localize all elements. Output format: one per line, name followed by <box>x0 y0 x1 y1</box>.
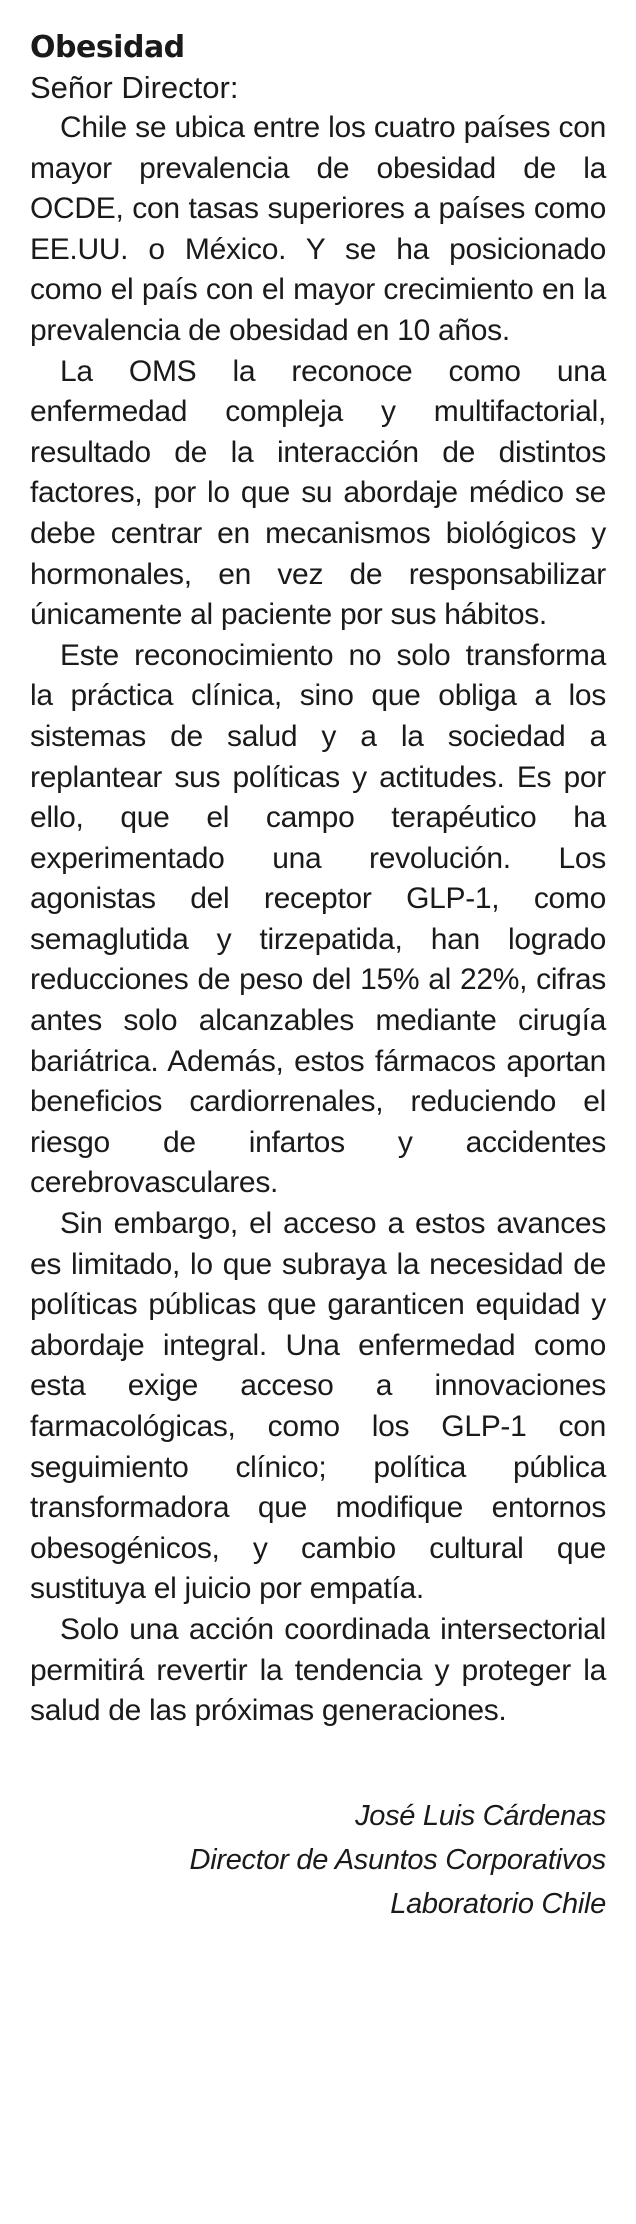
signature-block <box>30 1794 606 1926</box>
body-paragraph: Sin embargo, el acceso a estos avances es limitado, lo que subraya la necesidad de políticas públicas que garanticen equidad y abordaje integral. Una enfermedad como esta exige acceso a innovaciones farmacológicas, como los GLP-1 con seguimiento clínico; política pública transformadora que modifique entornos obesogénicos, y cambio cultural que sustituya el juicio por empatía. <box>30 1207 606 1606</box>
body-paragraph: La OMS la reconoce como una enfermedad compleja y multifactorial, resultado de la interacción de distintos factores, por lo que su abordaje médico se debe centrar en mecanismos biológicos y hormonales, en vez de responsabilizar únicamente al paciente por sus hábitos. <box>30 354 606 632</box>
body-paragraph: Solo una acción coordinada intersectorial permitirá revertir la tendencia y proteger la salud de las próximas generaciones. <box>30 1612 606 1728</box>
letter-title: Obesidad <box>30 30 185 65</box>
body-paragraph: Chile se ubica entre los cuatro países con mayor prevalencia de obesidad de la OCDE, con tasas superiores a países como EE.UU. o México. Y se ha posicionado como el país con el mayor crecimiento en la prevalencia de obesidad en 10 años. <box>30 111 606 347</box>
signature-position: Director de Asuntos Corporativos <box>189 1843 606 1876</box>
body-paragraph: Este reconocimiento no solo transforma la práctica clínica, sino que obliga a los sistemas de salud y a la sociedad a replantear sus políticas y actitudes. Es por ello, que el campo terapéutico ha experimentado una revolución. Los agonistas del receptor GLP-1, como semaglutida y tirzepatida, han logrado reducciones de peso del 15% al 22%, cifras antes solo alcanzables mediante cirugía bariátrica. Además, estos fármacos aportan beneficios cardiorrenales, reduciendo el riesgo de infartos y accidentes cerebrovasculares. <box>30 638 606 1200</box>
letter <box>30 28 606 1926</box>
signature-organization: Laboratorio Chile <box>390 1887 606 1920</box>
salutation: Señor Director: <box>30 70 239 105</box>
signature-name: José Luis Cárdenas <box>355 1799 606 1832</box>
